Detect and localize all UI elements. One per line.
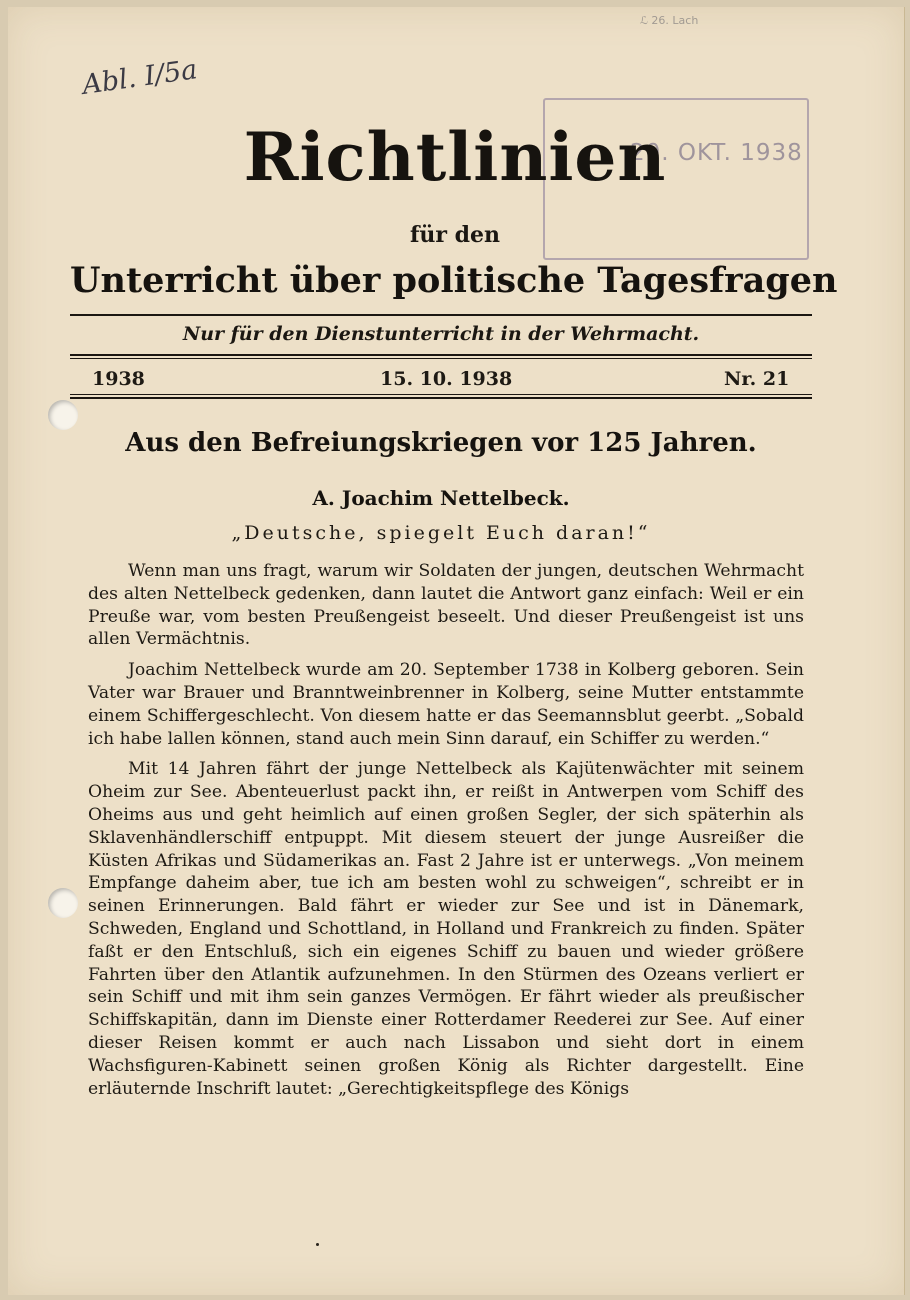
- header-rule-top: [70, 314, 812, 316]
- motto: „Deutsche, spiegelt Euch daran!“: [231, 522, 651, 544]
- paragraph: Joachim Nettelbeck wurde am 20. September 1738 in Kolberg geboren. Sein Vater war Brauer und Branntweinbrenner in Kolberg, seine Mutter entstammte einem Schiffergeschlecht. Von diesem hatte er das Seemannsblut geerbt. „Sobald ich habe lallen können, stand auch mein Sinn darauf, ein Schiffer zu werden.“: [88, 660, 804, 749]
- header-rule-bottom: [70, 397, 812, 399]
- stamp-date: 20. OKT. 1938: [630, 140, 803, 166]
- article-heading: Aus den Befreiungskriegen vor 125 Jahren.: [125, 428, 757, 458]
- punch-hole-top: [48, 400, 78, 430]
- article-body: [88, 560, 804, 1108]
- paragraph: Mit 14 Jahren fährt der junge Nettelbeck als Kajütenwächter mit seinem Oheim zur See. Abenteuerlust packt ihn, er reißt in Antwerpen vom Schiff des Oheims aus und geht heimlich auf einen großen Segler, der sich späterhin als Sklavenhändlerschiff entpuppt. Mit diesem steuert der junge Ausreißer die Küsten Afrikas und Südamerikas an. Fast 2 Jahre ist er unterwegs. „Von meinem Empfange daheim aber, tue ich am besten wohl zu schweigen“, schreibt er in seinen Erinnerungen. Bald fährt er wieder zur See und ist in Dänemark, Schweden, England und Schottland, in Holland und Frankreich zu finden. Später faßt er den Entschluß, sich ein eigenes Schiff zu bauen und wieder größere Fahrten über den Atlantik aufzunehmen. In den Stürmen des Ozeans verliert er sein Schiff und mit ihm sein ganzes Vermögen. Er fährt wieder als preußischer Schiffskapitän, dann im Dienste einer Rotterdamer Reederei zur See. Auf einer dieser Reisen kommt er auch nach Lissabon und sieht dort in einem Wachsfiguren-Kabinett seinen großen König als Richter dargestellt. Eine erläuternde Inschrift lautet: „Gerechtigkeitspflege des Königs: [88, 759, 804, 1099]
- publication-title: Richtlinien: [243, 118, 667, 196]
- header-rule-middle-thin: [70, 358, 812, 359]
- restriction-notice: Nur für den Dienstunterricht in der Wehrmacht.: [182, 323, 700, 345]
- header-rule-bottom-thin: [70, 394, 812, 395]
- punch-hole-bottom: [48, 888, 78, 918]
- paragraph: Wenn man uns fragt, warum wir Soldaten der jungen, deutschen Wehrmacht des alten Nettelbeck gedenken, dann lautet die Antwort ganz einfach: Weil er ein Preuße war, vom besten Preußengeist beseelt. Und dieser Preußengeist ist uns allen Vermächtnis.: [88, 561, 804, 650]
- publication-subject: Unterricht über politische Tagesfragen: [70, 260, 838, 301]
- pencil-note: ℒ 26. Lach: [640, 14, 699, 27]
- page-dot: [316, 1243, 319, 1246]
- section-title: A. Joachim Nettelbeck.: [312, 486, 570, 510]
- handwritten-file-note: Abl. I/5a: [80, 54, 200, 101]
- issue-year: 1938: [92, 368, 145, 390]
- issue-date: 15. 10. 1938: [380, 368, 513, 390]
- header-rule-middle: [70, 354, 812, 356]
- issue-number: Nr. 21: [724, 368, 790, 390]
- title-connector: für den: [409, 222, 501, 248]
